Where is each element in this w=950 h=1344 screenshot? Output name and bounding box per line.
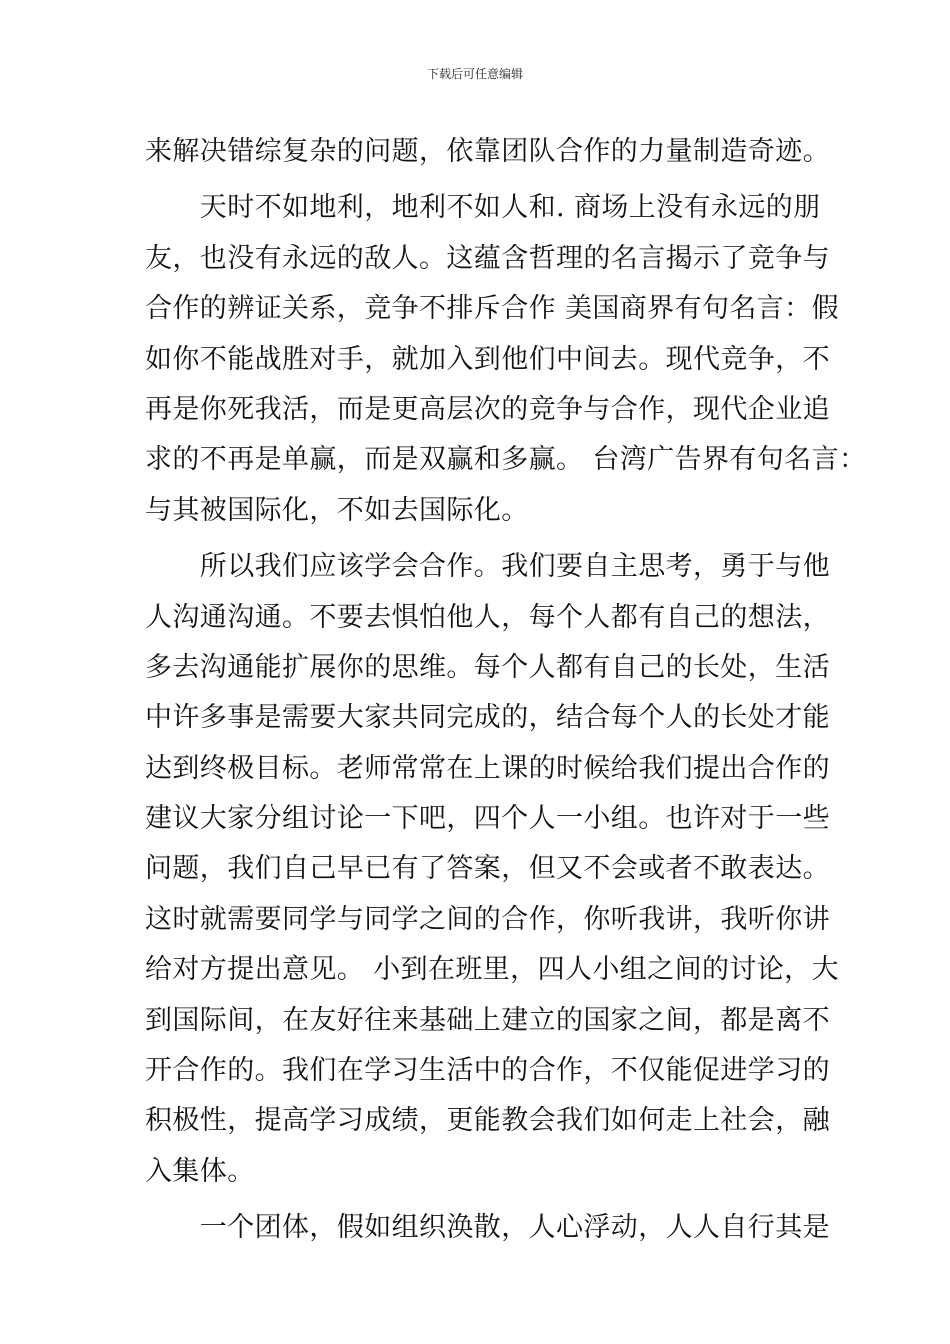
text-line: 来解决错综复杂的问题，依靠团队合作的力量制造奇迹。 — [145, 136, 830, 167]
text-line: 多去沟通能扩展你的思维。每个人都有自己的长处，生活 — [145, 651, 830, 683]
text-line: 到国际间，在友好往来基础上建立的国家之间，都是离不 — [145, 1004, 830, 1036]
text-line: 求的不再是单赢，而是双赢和多赢。 台湾广告界有句名言： — [145, 444, 867, 476]
text-line: 与其被国际化，不如去国际化。 — [145, 494, 529, 526]
text-line: 这时就需要同学与同学之间的合作，你听我讲，我听你讲 — [145, 903, 830, 935]
text-line: 给对方提出意见。 小到在班里，四人小组之间的讨论，大 — [145, 954, 839, 986]
text-line: 如你不能战胜对手，就加入到他们中间去。现代竞争，不 — [145, 343, 830, 375]
text-line: 所以我们应该学会合作。我们要自主思考，勇于与他 — [145, 551, 830, 583]
text-line: 人沟通沟通。不要去惧怕他人，每个人都有自己的想法， — [145, 601, 830, 633]
text-line: 达到终极目标。老师常常在上课的时候给我们提出合作的 — [145, 752, 830, 784]
text-line: 开合作的。我们在学习生活中的合作，不仅能促进学习的 — [145, 1055, 830, 1087]
text-line: 积极性，提高学习成绩，更能教会我们如何走上社会，融 — [145, 1105, 830, 1137]
text-line: 入集体。 — [145, 1155, 255, 1187]
text-line: 问题，我们自己早已有了答案，但又不会或者不敢表达。 — [145, 853, 830, 885]
text-line: 再是你死我活，而是更高层次的竞争与合作，现代企业追 — [145, 393, 830, 425]
text-line: 友，也没有永远的敌人。这蕴含哲理的名言揭示了竞争与 — [145, 242, 830, 274]
document-body — [145, 127, 867, 1254]
text-line: 建议大家分组讨论一下吧，四个人一小组。也许对于一些 — [145, 803, 830, 835]
page-header: 下载后可任意编辑 — [426, 67, 523, 81]
text-line: 天时不如地利，地利不如人和. 商场上没有永远的朋 — [145, 192, 821, 224]
text-line: 一个团体，假如组织涣散，人心浮动，人人自行其是 — [145, 1212, 830, 1244]
text-line: 合作的辨证关系，竞争不排斥合作 美国商界有句名言：假 — [145, 293, 839, 325]
text-line: 中许多事是需要大家共同完成的，结合每个人的长处才能 — [145, 702, 830, 734]
